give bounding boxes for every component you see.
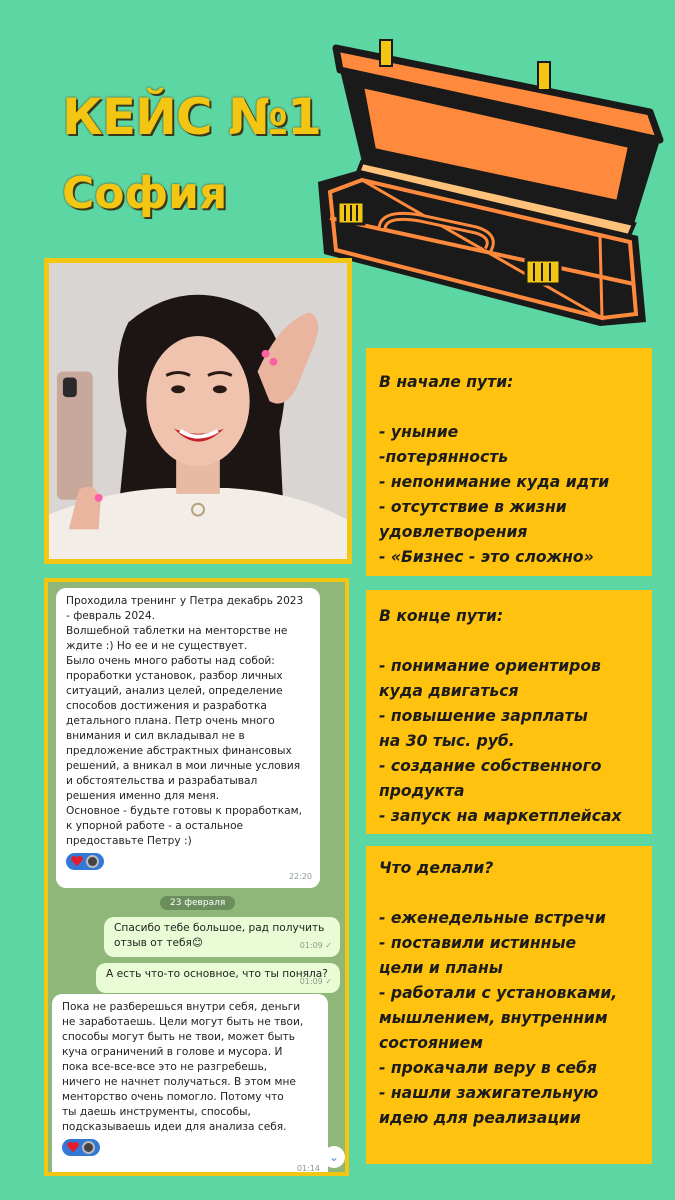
message-line: куча ограничений в голове и мусора. И [62,1046,283,1058]
list-item: - нашли зажигательную идею для реализации [379,1084,599,1127]
chat-message-review [56,588,320,888]
message-line: и обстоятельства и разрабатывал [66,775,258,787]
case-title: КЕЙС №1 [62,88,321,146]
message-line: Спасибо тебе большое, рад получить [114,922,325,934]
panel-heading: Что делали? [379,859,494,877]
message-line: - февраль 2024. [66,610,155,622]
message-line: к упорной работе - а остальное [66,820,244,832]
message-text [106,967,332,982]
message-line: Пока не разберешься внутри себя, деньги [62,1001,301,1013]
message-line: предложение абстрактных финансовых [66,745,292,757]
message-time: 01:09 ✓ [299,941,332,950]
message-line: проработки установок, разбор личных [66,670,283,682]
list-item: - «Бизнес - это сложно» [379,548,594,566]
message-line: Волшебной таблетки на менторстве не [66,625,288,637]
message-line: ситуаций, анализ целей, определение [66,685,283,697]
list-item: - запуск на маркетплейсах [379,807,622,825]
list-item: - непонимание куда идти [379,473,610,491]
portrait-image [49,263,347,559]
message-line: Было очень много работы над собой: [66,655,275,667]
avatar [86,855,99,868]
message-line: предоставьте Петру :) [66,835,192,847]
list-item: - создание собственного продукта [379,757,602,800]
case-subtitle: София [62,168,228,219]
message-line: детального плана. Петр очень много [66,715,275,727]
panel-start [366,348,652,576]
list-item: - прокачали веру в себя [379,1059,597,1077]
message-line: ты даешь инструменты, способы, [62,1106,251,1118]
message-line: не заработаешь. Цели могут быть не твои, [62,1016,304,1028]
chat-message-thanks [104,917,340,957]
chat-message-question [96,963,340,993]
message-line: решения именно для меня. [66,790,220,802]
message-line: Основное - будьте готовы к проработкам, [66,805,302,817]
chat-message-answer [52,994,328,1176]
message-time: 01:09 ✓ [299,977,332,986]
message-line: А есть что-то основное, что ты поняла? [106,968,328,980]
list-item: - уныние [379,423,459,441]
message-line: менторство очень помогло. Потому что [62,1091,284,1103]
message-time: 01:14 [296,1164,320,1173]
client-photo [44,258,352,564]
message-line: подсказываешь идеи для анализа себя. [62,1121,287,1133]
panel-heading: В конце пути: [379,607,504,625]
message-line: способов достижения и разработка [66,700,267,712]
message-line: способы могут быть не твои, может быть [62,1031,296,1043]
message-reactions[interactable] [66,853,104,870]
chevron-down-icon: ⌄ [328,1150,340,1164]
message-text [66,594,312,849]
avatar [82,1141,95,1154]
panel-heading: В начале пути: [379,373,514,391]
open-suitcase-icon [300,22,670,340]
list-item: - работали с установками, мышлением, внутренним состоянием [379,984,618,1052]
scroll-down-button[interactable] [323,1146,345,1168]
list-item: - повышение зарплаты на 30 тыс. руб. [379,707,588,750]
list-item: - понимание ориентиров куда двигаться [379,657,601,700]
heart-icon [71,856,83,867]
panel-actions [366,846,652,1164]
message-text [62,1000,320,1135]
list-item: - отсутствие в жизни удовлетворения [379,498,567,541]
heart-icon [67,1142,79,1153]
message-line: ждите :) Но ее и не существует. [66,640,248,652]
message-time: 22:20 [288,872,312,881]
date-divider: 23 февраля [160,896,235,910]
list-item: -потерянность [379,448,509,466]
message-line: решений, а вникал в мои личные условия [66,760,301,772]
list-item: - еженедельные встречи [379,909,606,927]
message-reactions[interactable] [62,1139,100,1156]
chat-screenshot [44,578,349,1176]
message-line: пока все-все-все это не разгребешь, [62,1061,268,1073]
message-line: ничего не начнет получаться. В этом мне [62,1076,296,1088]
message-line: отзыв от тебя😊 [114,937,203,949]
panel-end [366,590,652,834]
message-line: Проходила тренинг у Петра декабрь 2023 [66,595,304,607]
message-line: внимания и сил вкладывал не в [66,730,245,742]
list-item: - поставили истинные цели и планы [379,934,577,977]
